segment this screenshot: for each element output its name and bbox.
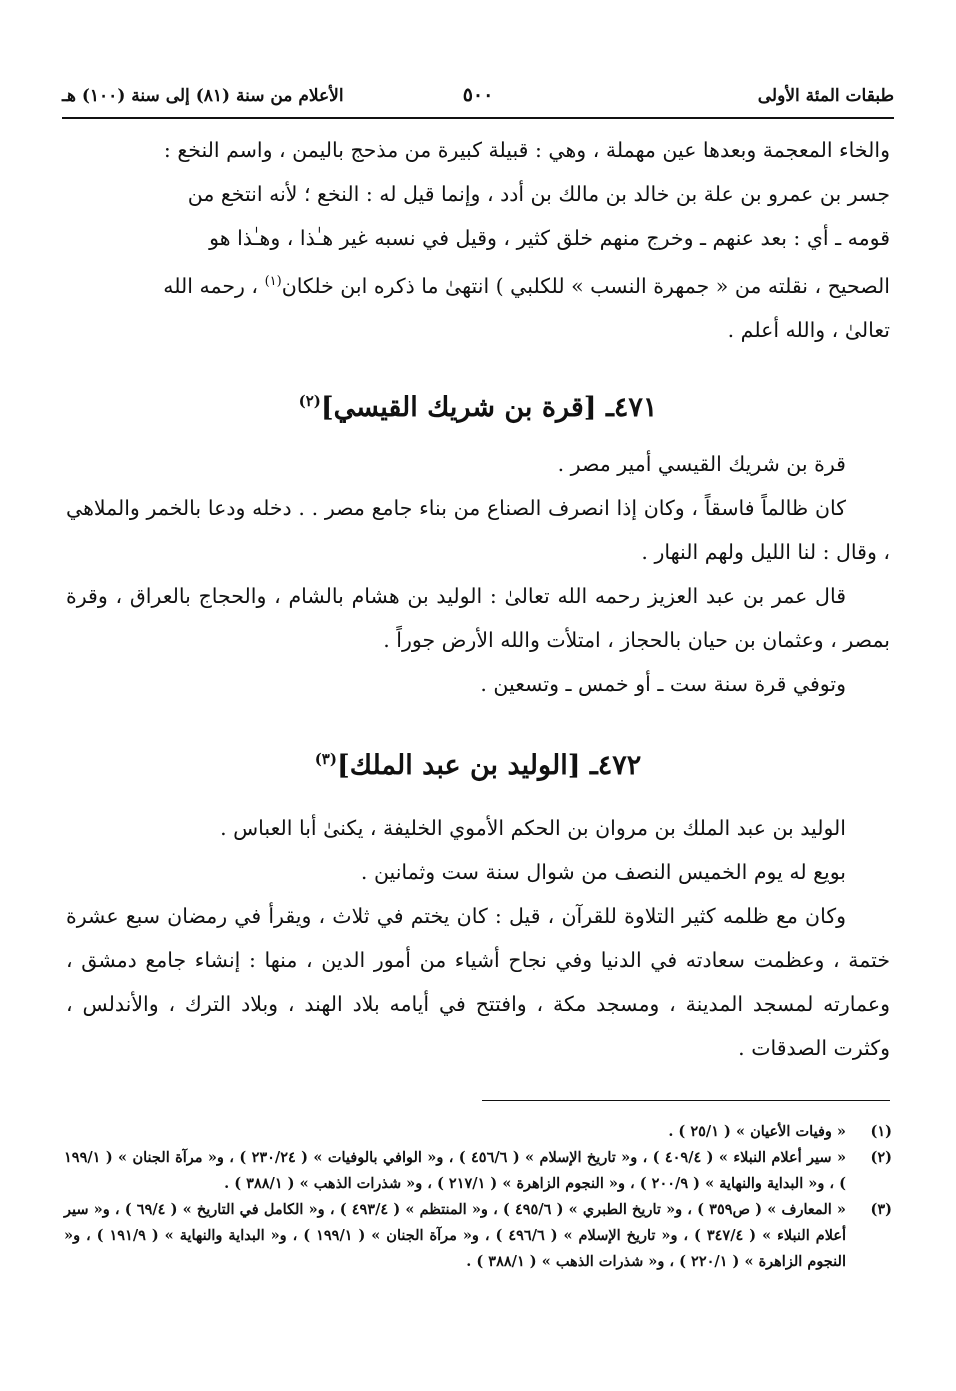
entry-heading-text: ٤٧١ـ [قرة بن شريك القيسي] (320, 392, 658, 423)
footnote (64, 1145, 892, 1197)
footnote-number: (٣) (870, 1201, 892, 1218)
footnote-text: « سير أعلام النبلاء » ( ٤٠٩/٤ ) ، و« تاريخ الإسلام » ( ٤٥٦/٦ ) ، و« الوافي بالوفيات » ( ٢٣٠/٢٤ ) ، و« مرآة الجنان » ( ١٩٩/١ ) ، و« البداية والنهاية » ( ٢٠٠/٩ ) ، و« النجوم الزاهرة » ( ٢١٧/١ ) ، و« شذرات الذهب » ( ٣٨٨/١ ) . (64, 1149, 847, 1192)
footnote-text: « وفيات الأعيان » ( ٢٥/١ ) . (668, 1123, 846, 1140)
intro-text: ، رحمه الله (163, 273, 265, 298)
header-rule (62, 117, 894, 119)
intro-line: تعالىٰ ، والله أعلم . (727, 317, 890, 342)
intro-line: والخاء المعجمة وبعدها عين مهملة ، وهي : قبيلة كبيرة من مذحج باليمن ، واسم النخع : (163, 138, 890, 162)
paragraph: وتوفي قرة سنة ست ـ أو خمس ـ وتسعين . (480, 672, 846, 696)
book-title: طبقات المئة الأولى (757, 86, 894, 106)
entry-heading-text: ٤٧٢ـ [الوليد بن عبد الملك] (336, 750, 642, 781)
footnotes (64, 1119, 892, 1275)
footnote-number: (١) (870, 1123, 892, 1140)
section-title: الأعلام من سنة (٨١) إلى سنة (١٠٠) هـ (62, 86, 344, 106)
intro-continuation (66, 128, 890, 352)
paragraph: قال عمر بن عبد العزيز رحمه الله تعالىٰ : الوليد بن هشام بالشام ، والحجاج بالعراق ، وقرة بمصر ، وعثمان بن حيان بالحجاز ، امتلأت والله الأرض جوراً . (66, 584, 890, 652)
footnote-separator (482, 1100, 890, 1101)
entry-body-471 (66, 442, 890, 706)
page-number: ٥٠٠ (462, 84, 494, 106)
paragraph: الوليد بن عبد الملك بن مروان بن الحكم الأموي الخليفة ، يكنىٰ أبا العباس . (220, 816, 846, 840)
footnote-number: (٢) (870, 1149, 892, 1166)
running-header (62, 82, 894, 112)
footnote-ref: (٣) (314, 750, 337, 768)
paragraph: بويع له يوم الخميس النصف من شوال سنة ست وثمانين . (360, 860, 846, 884)
footnote-text: « المعارف » ( ص٣٥٩ ) ، و« تاريخ الطبري » ( ٤٩٥/٦ ) ، و« المنتظم » ( ٤٩٣/٤ ) ، و« الكامل في التاريخ » ( ٦٩/٤ ) ، و« سير أعلام النبلاء » ( ٣٤٧/٤ ) ، و« تاريخ الإسلام » ( ٤٩٦/٦ ) ، و« مرآة الجنان » ( ١٩٩/١ ) ، و« البداية والنهاية » ( ١٩١/٩ ) ، و« النجوم الزاهرة » ( ٢٢٠/١ ) ، و« شذرات الذهب » ( ٣٨٨/١ ) . (64, 1201, 847, 1270)
intro-line: قومه ـ أي : بعد عنهم ـ وخرج منهم خلق كثير ، وقيل في نسبه غير هـٰذا ، وهـٰذا هو (209, 226, 890, 250)
footnote-ref: (٢) (298, 392, 321, 410)
footnote (64, 1197, 892, 1275)
intro-line (66, 260, 890, 308)
paragraph: وكان مع ظلمه كثير التلاوة للقرآن ، قيل : كان يختم في ثلاث ، ويقرأ في رمضان سبع عشرة ختمة ، وعظمت سعادته في الدنيا وفي نجاح أشياء من أمور الدين ، منها : إنشاء جامع دمشق ، وعمارته لمسجد المدينة ، ومسجد مكة ، وافتتح في أيامه بلاد الهند ، وبلاد الترك ، والأندلس ، وكثرت الصدقات . (66, 904, 890, 1060)
intro-text: الصحيح ، نقلته من « جمهرة النسب » للكلبي ) انتهىٰ ما ذكره ابن خلكان (281, 273, 890, 298)
entry-heading-472 (66, 750, 890, 781)
entry-heading-471 (66, 392, 890, 423)
paragraph: كان ظالماً فاسقاً ، وكان إذا انصرف الصناع من بناء جامع مصر . . دخله ودعا بالخمر والملاهي ، وقال : لنا الليل ولهم النهار . (66, 496, 890, 564)
footnote (64, 1119, 892, 1145)
entry-body-472 (66, 806, 890, 1070)
intro-line: جسر بن عمرو بن علة بن خالد بن مالك بن أدد ، وإنما قيل له : النخع ؛ لأنه انتخع من (187, 182, 890, 206)
footnote-ref: (١) (264, 274, 282, 289)
paragraph: قرة بن شريك القيسي أمير مصر . (557, 452, 846, 476)
